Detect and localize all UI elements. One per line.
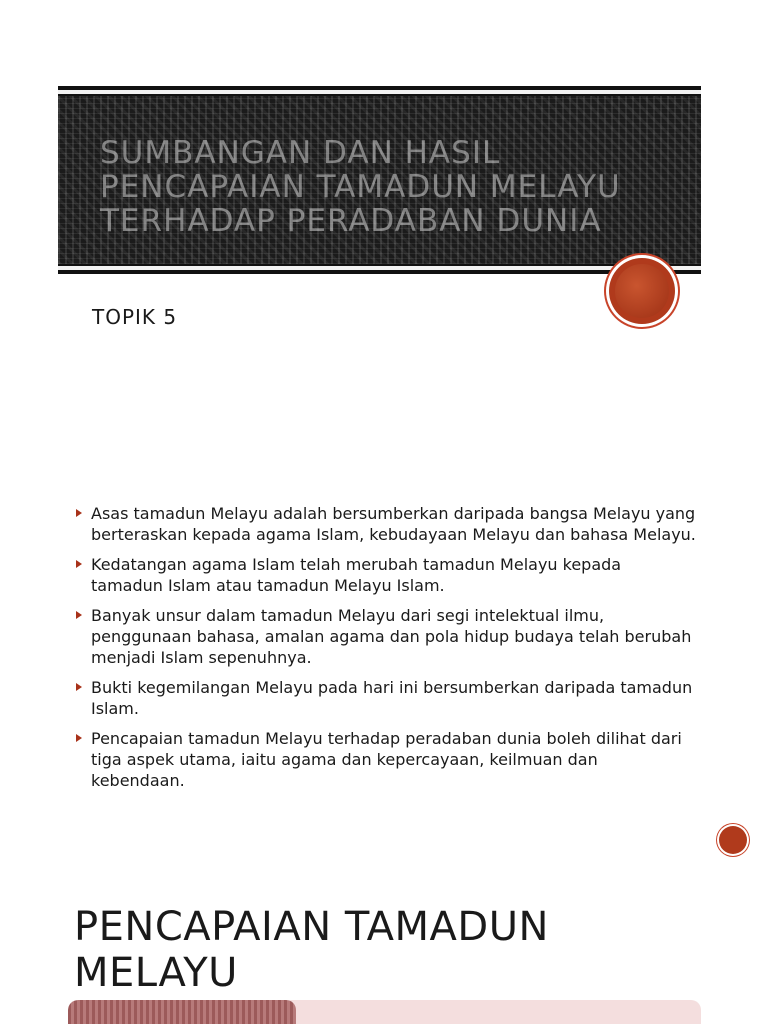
bullet-text: Asas tamadun Melayu adalah bersumberkan daripada bangsa Melayu yang berteraskan kepada agama Islam, kebudayaan Melayu dan bahasa Melayu. [91,504,696,544]
bullet-item [76,728,696,791]
bullet-marker-icon [76,734,82,742]
banner-top-border [58,90,701,94]
bullet-text: Kedatangan agama Islam telah merubah tamadun Melayu kepada tamadun Islam atau tamadun Melayu Islam. [91,555,622,595]
title-banner [58,86,701,274]
decorative-bar [68,1000,701,1024]
bullet-marker-icon [76,683,82,691]
banner-bottom-border [58,266,701,270]
bullet-item [76,677,696,719]
section-heading: PENCAPAIAN TAMADUN MELAYU [74,904,549,996]
decorative-circle-large [609,258,675,324]
bullet-item [76,503,696,545]
bullet-text: Banyak unsur dalam tamadun Melayu dari segi intelektual ilmu, penggunaan bahasa, amalan agama dan pola hidup budaya telah berubah menjadi Islam sepenuhnya. [91,606,692,667]
bullet-item [76,554,696,596]
bullet-marker-icon [76,560,82,568]
bullet-text: Bukti kegemilangan Melayu pada hari ini bersumberkan daripada tamadun Islam. [91,678,693,718]
bullet-item [76,605,696,668]
slide-subtitle: TOPIK 5 [92,305,178,329]
bullet-list [76,503,696,800]
slide-title: SUMBANGAN DAN HASIL PENCAPAIAN TAMADUN MELAYU TERHADAP PERADABAN DUNIA [100,135,621,239]
decorative-bar-texture [68,1000,296,1024]
bullet-text: Pencapaian tamadun Melayu terhadap peradaban dunia boleh dilihat dari tiga aspek utama, iaitu agama dan kepercayaan, keilmuan dan kebendaan. [91,729,682,790]
bullet-marker-icon [76,611,82,619]
decorative-circle-small [719,826,747,854]
bullet-marker-icon [76,509,82,517]
